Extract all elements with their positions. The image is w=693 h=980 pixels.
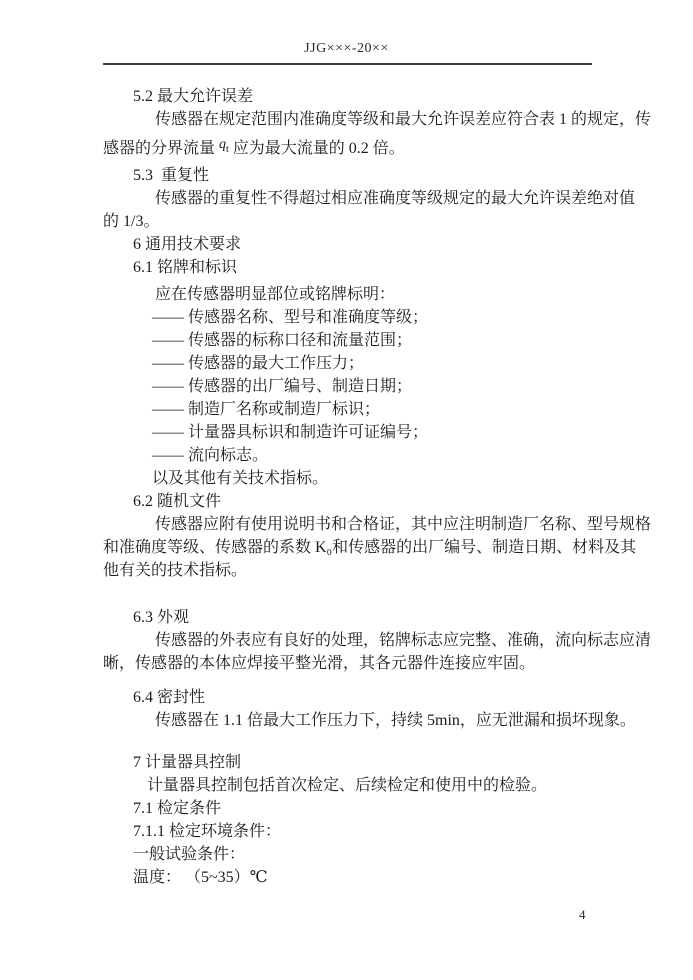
paragraph-line: 传感器在 1.1 倍最大工作压力下，持续 5min，应无泄漏和损坏现象。	[155, 712, 636, 729]
formula-pre: 感器的分界流量	[103, 140, 216, 157]
paragraph-line: 以及其他有关技术指标。	[152, 470, 329, 487]
list-item: —— 传感器的出厂编号、制造日期；	[152, 378, 413, 395]
list-item: —— 传感器的最大工作压力；	[152, 355, 365, 372]
paragraph-line: 晰，传感器的本体应焊接平整光滑，其各元器件连接应牢固。	[103, 655, 536, 672]
document-body	[103, 85, 652, 889]
list-item: —— 计量器具标识和制造许可证编号；	[152, 424, 429, 441]
paragraph-line: 计量器具控制包括首次检定、后续检定和使用中的检验。	[147, 777, 548, 794]
list-item: —— 传感器的标称口径和流量范围；	[152, 332, 413, 349]
paragraph-line: 的 1/3。	[103, 213, 160, 230]
heading-6-2: 6.2 随机文件	[133, 493, 222, 510]
paragraph-line-formula	[103, 137, 603, 160]
list-item: —— 制造厂名称或制造厂标识；	[152, 401, 381, 418]
page-number: 4	[579, 907, 586, 922]
flow-rate-subscript: t	[226, 143, 229, 155]
running-header: JJG×××-20××	[304, 41, 389, 56]
paragraph-line: 传感器的重复性不得超过相应准确度等级规定的最大允许误差绝对值	[155, 190, 636, 207]
heading-7: 7 计量器具控制	[133, 754, 242, 771]
heading-6-3: 6.3 外观	[133, 609, 190, 626]
test-conditions-label: 一般试验条件：	[133, 846, 246, 863]
paragraph-line: 传感器的外表应有良好的处理，铭牌标志应完整、准确，流向标志应清	[155, 632, 652, 649]
header-divider	[103, 63, 592, 65]
paragraph-line: 应在传感器明显部位或铭牌标明：	[155, 286, 396, 303]
heading-6: 6 通用技术要求	[133, 236, 242, 253]
paragraph-line: 传感器应附有使用说明书和合格证，其中应注明制造厂名称、型号规格	[155, 516, 652, 533]
heading-7-1-1: 7.1.1 检定环境条件：	[133, 823, 282, 840]
list-item: —— 流向标志。	[152, 447, 269, 464]
paragraph-line: 他有关的技术指标。	[103, 562, 248, 579]
heading-5-3: 5.3 重复性	[133, 167, 210, 184]
list-item: —— 传感器名称、型号和准确度等级；	[152, 309, 429, 326]
heading-7-1: 7.1 检定条件	[133, 800, 222, 817]
flow-rate-variable: q	[219, 137, 227, 152]
paragraph-line: 传感器在规定范围内准确度等级和最大允许误差应符合表 1 的规定，传	[155, 111, 652, 128]
flow-rate-symbol	[219, 137, 229, 155]
heading-5-2: 5.2 最大允许误差	[133, 88, 254, 105]
heading-6-1: 6.1 铭牌和标识	[133, 259, 238, 276]
temperature-line: 温度： （5~35）℃	[133, 869, 268, 886]
heading-6-4: 6.4 密封性	[133, 689, 206, 706]
formula-post: 应为最大流量的 0.2 倍。	[232, 140, 405, 157]
paragraph-line: 和准确度等级、传感器的系数 K₀和传感器的出厂编号、制造日期、材料及其	[103, 539, 637, 556]
